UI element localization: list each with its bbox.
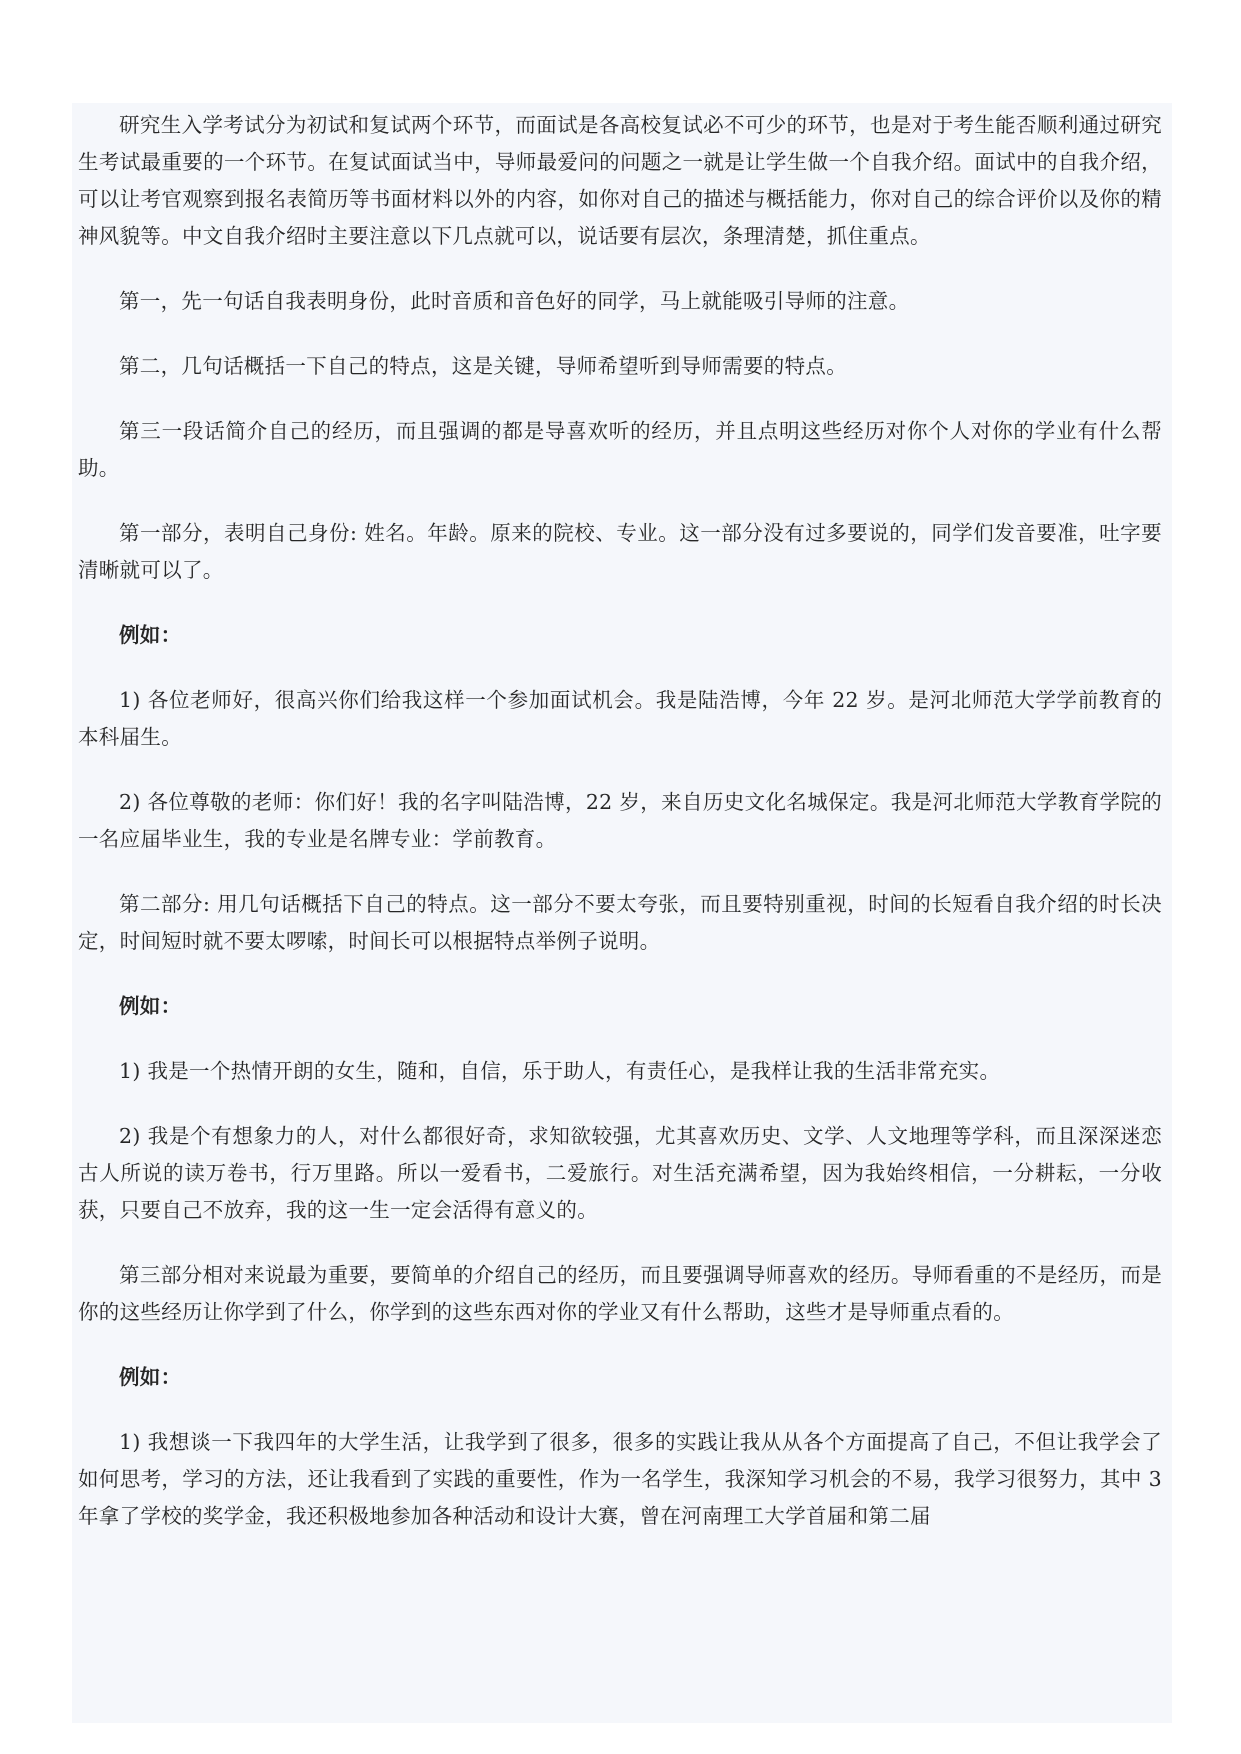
example-item: 2) 各位尊敬的老师：你们好！我的名字叫陆浩博，22 岁，来自历史文化名城保定。我是河北师范大学教育学院的一名应届毕业生，我的专业是名牌专业：学前教育。	[78, 790, 1162, 851]
example-heading: 例如：	[119, 623, 182, 647]
part-one-paragraph: 第一部分，表明自己身份: 姓名。年龄。原来的院校、专业。这一部分没有过多要说的，同学们发音要准，吐字要清晰就可以了。	[78, 521, 1162, 582]
part-two-paragraph: 第二部分: 用几句话概括下自己的特点。这一部分不要太夸张，而且要特别重视，时间的长短看自我介绍的时长决定，时间短时就不要太啰嗦，时间长可以根据特点举例子说明。	[78, 892, 1162, 953]
example-item: 2) 我是个有想象力的人，对什么都很好奇，求知欲较强，尤其喜欢历史、文学、人文地理等学科，而且深深迷恋古人所说的读万卷书，行万里路。所以一爱看书，二爱旅行。对生活充满希望，因为我始终相信，一分耕耘，一分收获，只要自己不放弃，我的这一生一定会活得有意义的。	[78, 1124, 1162, 1222]
point-three-paragraph: 第三一段话简介自己的经历，而且强调的都是导喜欢听的经历，并且点明这些经历对你个人对你的学业有什么帮助。	[78, 419, 1162, 480]
point-two-paragraph: 第二，几句话概括一下自己的特点，这是关键，导师希望听到导师需要的特点。	[119, 354, 847, 378]
document-content-block	[72, 103, 1172, 1723]
intro-paragraph: 研究生入学考试分为初试和复试两个环节，而面试是各高校复试必不可少的环节，也是对于考生能否顺利通过研究生考试最重要的一个环节。在复试面试当中，导师最爱问的问题之一就是让学生做一个自我介绍。面试中的自我介绍，可以让考官观察到报名表简历等书面材料以外的内容，如你对自己的描述与概括能力，你对自己的综合评价以及你的精神风貌等。中文自我介绍时主要注意以下几点就可以，说话要有层次，条理清楚，抓住重点。	[78, 113, 1162, 248]
example-item: 1) 各位老师好，很高兴你们给我这样一个参加面试机会。我是陆浩博，今年 22 岁。是河北师范大学学前教育的本科届生。	[78, 688, 1162, 749]
example-item: 1) 我是一个热情开朗的女生，随和，自信，乐于助人，有责任心，是我样让我的生活非常充实。	[119, 1059, 1001, 1083]
example-heading: 例如：	[119, 994, 182, 1018]
example-item: 1) 我想谈一下我四年的大学生活，让我学到了很多，很多的实践让我从从各个方面提高了自己，不但让我学会了如何思考，学习的方法，还让我看到了实践的重要性，作为一名学生，我深知学习机会的不易，我学习很努力，其中 3 年拿了学校的奖学金，我还积极地参加各种活动和设计大赛，曾在河南理工大学首届和第二届	[78, 1430, 1162, 1528]
point-one-paragraph: 第一，先一句话自我表明身份，此时音质和音色好的同学，马上就能吸引导师的注意。	[119, 289, 910, 313]
example-heading: 例如：	[119, 1365, 182, 1389]
document-text	[78, 107, 1162, 1563]
part-three-paragraph: 第三部分相对来说最为重要，要简单的介绍自己的经历，而且要强调导师喜欢的经历。导师看重的不是经历，而是你的这些经历让你学到了什么，你学到的这些东西对你的学业又有什么帮助，这些才是导师重点看的。	[78, 1263, 1162, 1324]
